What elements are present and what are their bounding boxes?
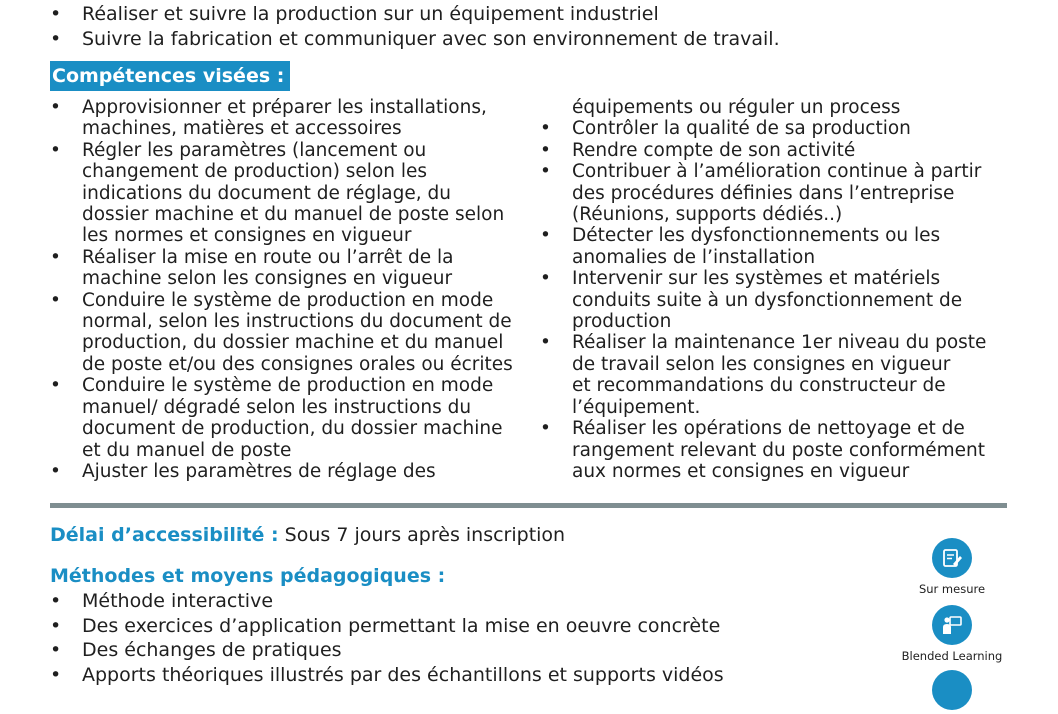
accessibility-label: Délai d’accessibilité : — [50, 524, 279, 546]
competence-item: • Contribuer à l’amélioration continue à partir des procédures définies dans l’entreprise (Réunions, supports dédiés..) — [540, 161, 1010, 225]
person-screen-icon — [932, 605, 972, 645]
badge-blended-learning — [887, 605, 1017, 663]
objectives-list — [50, 2, 950, 52]
badge-sur-mesure — [887, 538, 1017, 596]
continuation-text: équipements ou réguler un process — [572, 97, 901, 118]
competences-left-column — [50, 97, 530, 482]
competences-heading: Compétences visées : — [50, 61, 290, 91]
badge-icon — [932, 670, 972, 710]
list-item: • Réaliser et suivre la production sur un équipement industriel — [50, 2, 950, 27]
methods-heading: Méthodes et moyens pédagogiques : — [50, 565, 446, 587]
list-item: • Des exercices d’application permettant la mise en oeuvre concrète — [50, 614, 910, 639]
accessibility-delay — [50, 521, 910, 549]
competences-right-column — [540, 97, 1010, 482]
competence-item: • Rendre compte de son activité — [540, 140, 1010, 161]
badge-label: Blended Learning — [901, 649, 1003, 663]
competence-item: • Ajuster les paramètres de réglage des — [50, 461, 530, 482]
competence-item: • Conduire le système de production en mode manuel/ dégradé selon les instructions du document de production, du dossier machine et du manuel de poste — [50, 375, 530, 461]
competence-item: • Intervenir sur les systèmes et matériels conduits suite à un dysfonctionnement de production — [540, 268, 1010, 332]
badge-partial — [887, 670, 1017, 714]
competence-item: • Réaliser la mise en route ou l’arrêt de la machine selon les consignes en vigueur — [50, 247, 530, 290]
list-item: • Des échanges de pratiques — [50, 638, 910, 663]
list-item: • Suivre la fabrication et communiquer avec son environnement de travail. — [50, 27, 950, 52]
competence-item: • Réaliser la maintenance 1er niveau du poste de travail selon les consignes en vigueur et recommandations du constructeur de l’équipement. — [540, 332, 1010, 418]
competence-item: • Régler les paramètres (lancement ou changement de production) selon les indications du document de réglage, du dossier machine et du manuel de poste selon les normes et consignes en vigueur — [50, 140, 530, 247]
competence-item: • Conduire le système de production en mode normal, selon les instructions du document de production, du dossier machine et du manuel de poste et/ou des consignes orales ou écrites — [50, 290, 530, 376]
methods-list — [50, 589, 910, 687]
pencil-paper-icon — [932, 538, 972, 578]
competence-item: • Contrôler la qualité de sa production — [540, 118, 1010, 139]
competence-item: • Détecter les dysfonctionnements ou les anomalies de l’installation — [540, 225, 1010, 268]
badge-label: Sur mesure — [918, 582, 986, 596]
competence-item: • Réaliser les opérations de nettoyage et de rangement relevant du poste conformément aux normes et consignes en vigueur — [540, 418, 1010, 482]
accessibility-value: Sous 7 jours après inscription — [284, 524, 566, 546]
list-item: • Méthode interactive — [50, 589, 910, 614]
section-divider — [50, 503, 1007, 508]
list-item: • Apports théoriques illustrés par des échantillons et supports vidéos — [50, 663, 910, 688]
competence-item: • Approvisionner et préparer les installations, machines, matières et accessoires — [50, 97, 530, 140]
